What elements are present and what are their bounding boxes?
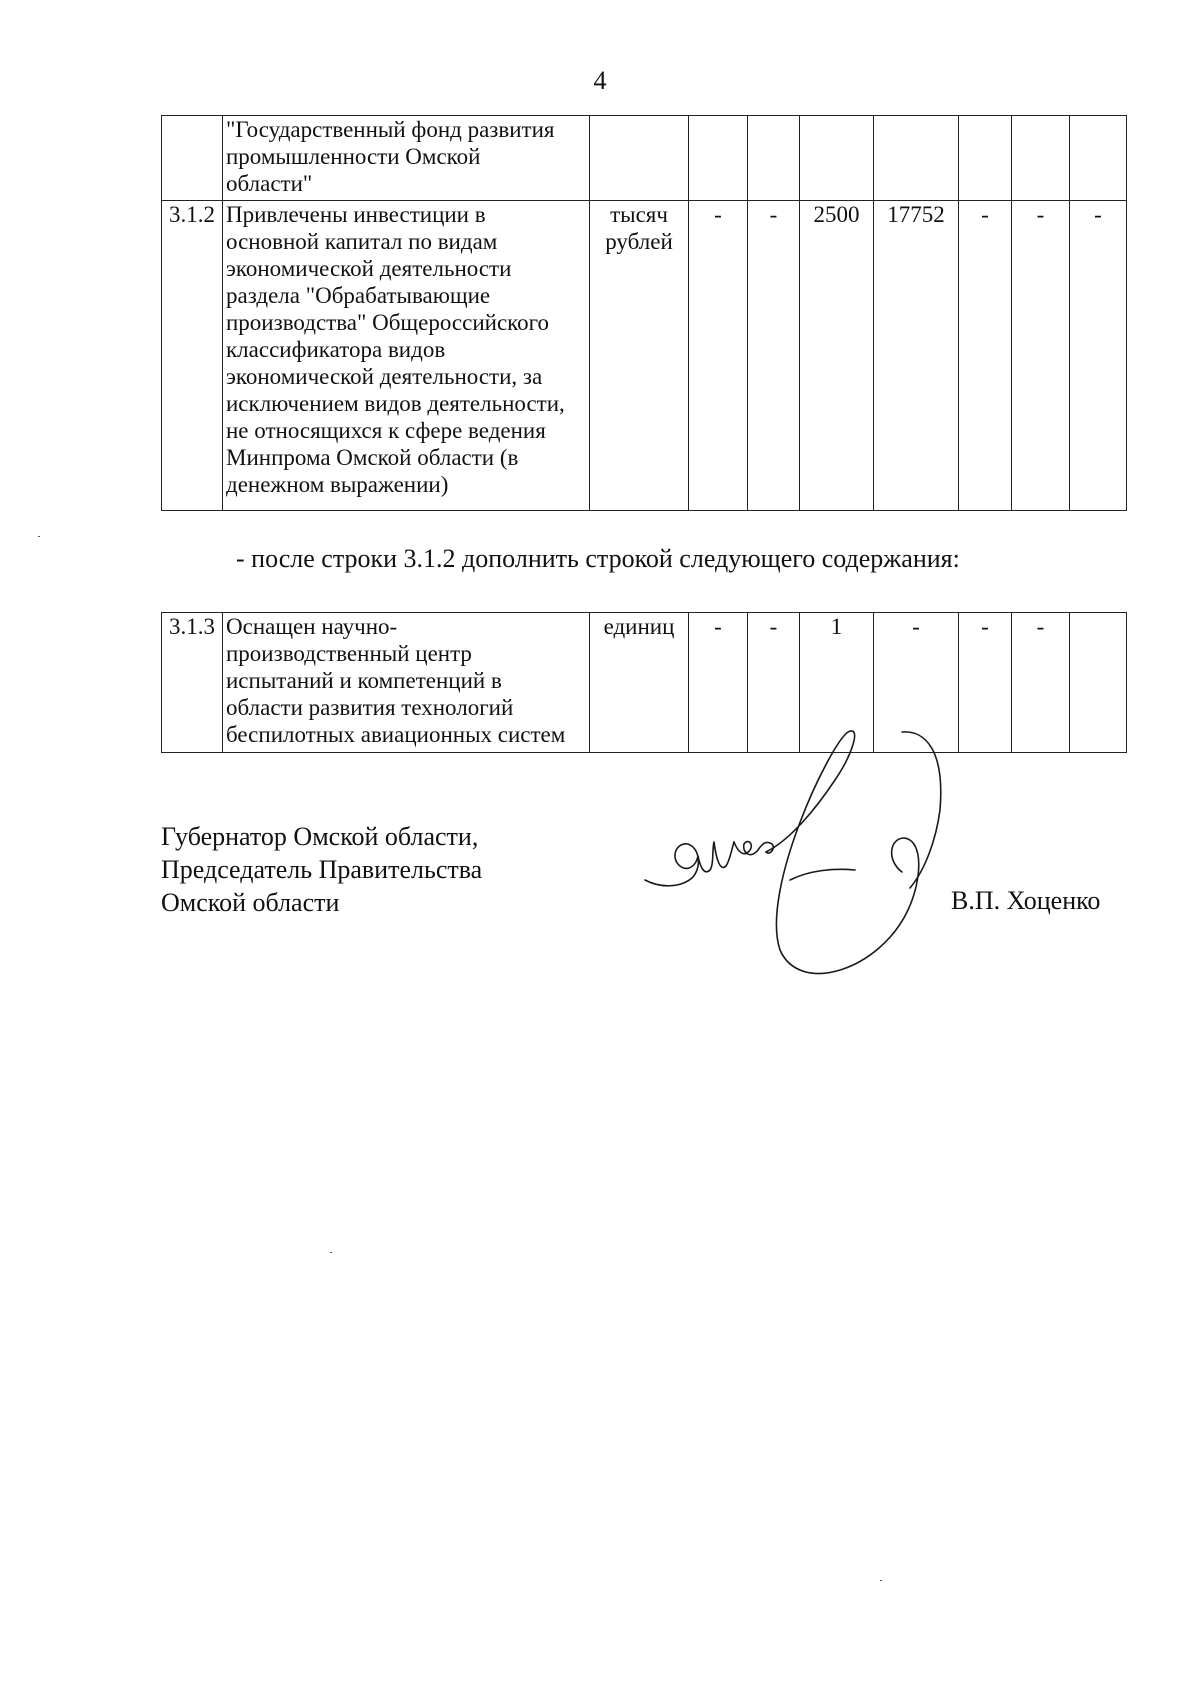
unit-cell: тысяч рублей [590, 201, 689, 511]
value-cell [874, 116, 959, 201]
value-cell: - [748, 201, 800, 511]
value-cell [748, 116, 800, 201]
scan-artifact [330, 1252, 332, 1253]
unit-cell [590, 116, 689, 201]
value-cell [1070, 116, 1127, 201]
table-row [162, 116, 1127, 201]
indicator-name: Привлечены инвестиции в основной капитал по видам экономической деятельности раздела "Обрабатывающие производства" Общероссийского классификатора видов экономической деятельности, за исключением видов деятельности, не относящихся к сфере ведения Минпрома Омской области (в денежном выражении) [223, 201, 590, 511]
value-cell: - [1012, 613, 1070, 753]
signature [640, 720, 980, 990]
value-cell [800, 116, 874, 201]
value-cell: 17752 [874, 201, 959, 511]
value-cell [1070, 613, 1127, 753]
value-cell: - [748, 613, 800, 753]
scan-artifact [880, 1580, 882, 1581]
value-cell: - [1070, 201, 1127, 511]
value-cell [689, 116, 748, 201]
value-cell: 2500 [800, 201, 874, 511]
value-cell [1012, 116, 1070, 201]
signer-title: Губернатор Омской области, Председатель Правительства Омской области [161, 822, 483, 917]
value-cell: - [874, 613, 959, 753]
signer-name: В.П. Хоценко [951, 886, 1101, 915]
row-number: 3.1.3 [162, 613, 223, 753]
indicators-table [161, 115, 1127, 511]
amendment-instruction: - после строки 3.1.2 дополнить строкой следующего содержания: [236, 544, 960, 573]
value-cell: - [689, 201, 748, 511]
value-cell: - [1012, 201, 1070, 511]
value-cell: - [959, 201, 1012, 511]
scan-artifact [38, 536, 40, 537]
page-number: 4 [593, 66, 607, 95]
value-cell: - [689, 613, 748, 753]
value-cell: - [959, 613, 1012, 753]
indicator-name: "Государственный фонд развития промышленности Омской области" [223, 116, 590, 201]
row-number: 3.1.2 [162, 201, 223, 511]
unit-cell: единиц [590, 613, 689, 753]
row-number [162, 116, 223, 201]
value-cell: 1 [800, 613, 874, 753]
value-cell [959, 116, 1012, 201]
table-row [162, 201, 1127, 511]
indicator-name: Оснащен научно- производственный центр испытаний и компетенций в области развития технологий беспилотных авиационных систем [223, 613, 590, 753]
